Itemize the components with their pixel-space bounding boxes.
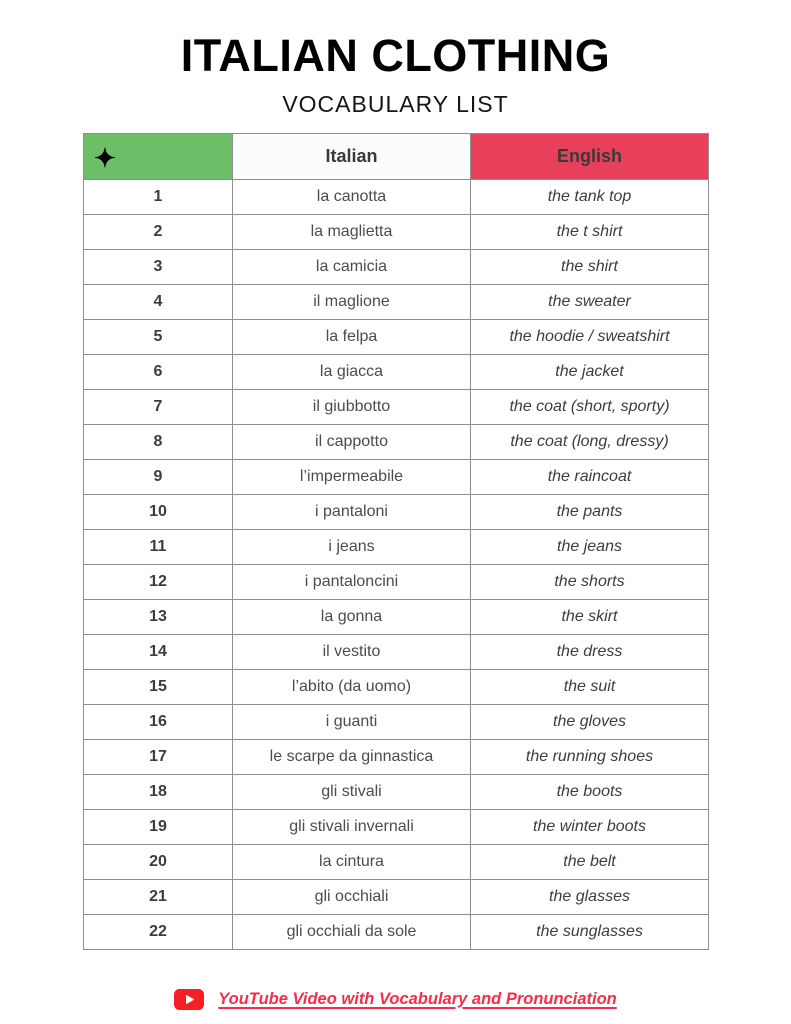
table-row (84, 810, 709, 845)
table-row (84, 565, 709, 600)
table-row (84, 670, 709, 705)
italian-term: i pantaloncini (233, 565, 471, 600)
row-number: 5 (84, 320, 233, 355)
row-number: 18 (84, 775, 233, 810)
table-row (84, 915, 709, 950)
table-row (84, 425, 709, 460)
row-number: 14 (84, 635, 233, 670)
table-header-row (84, 134, 709, 180)
row-number: 2 (84, 215, 233, 250)
table-row (84, 215, 709, 250)
footer (0, 984, 791, 1014)
row-number: 9 (84, 460, 233, 495)
english-term: the glasses (471, 880, 709, 915)
italian-term: i pantaloni (233, 495, 471, 530)
italian-term: la felpa (233, 320, 471, 355)
table-row (84, 635, 709, 670)
english-term: the suit (471, 670, 709, 705)
english-term: the raincoat (471, 460, 709, 495)
row-number: 17 (84, 740, 233, 775)
table-row (84, 495, 709, 530)
english-term: the jacket (471, 355, 709, 390)
row-number: 11 (84, 530, 233, 565)
header-cell-italian: Italian (233, 134, 471, 180)
row-number: 10 (84, 495, 233, 530)
italian-term: il vestito (233, 635, 471, 670)
header-cell-number (84, 134, 233, 180)
row-number: 19 (84, 810, 233, 845)
english-term: the skirt (471, 600, 709, 635)
italian-term: gli stivali (233, 775, 471, 810)
row-number: 12 (84, 565, 233, 600)
italian-term: la cintura (233, 845, 471, 880)
table-row (84, 705, 709, 740)
english-term: the belt (471, 845, 709, 880)
english-term: the hoodie / sweatshirt (471, 320, 709, 355)
table-row (84, 320, 709, 355)
english-term: the pants (471, 495, 709, 530)
english-term: the sunglasses (471, 915, 709, 950)
italian-term: il maglione (233, 285, 471, 320)
table-row (84, 600, 709, 635)
italian-term: il cappotto (233, 425, 471, 460)
english-term: the gloves (471, 705, 709, 740)
italian-term: gli occhiali (233, 880, 471, 915)
row-number: 8 (84, 425, 233, 460)
italian-term: l’impermeabile (233, 460, 471, 495)
page-title: ITALIAN CLOTHING (180, 30, 611, 81)
english-term: the t shirt (471, 215, 709, 250)
italian-term: gli occhiali da sole (233, 915, 471, 950)
youtube-link[interactable]: YouTube Video with Vocabulary and Pronunciation (218, 989, 617, 1008)
table-row (84, 180, 709, 215)
row-number: 13 (84, 600, 233, 635)
italian-term: le scarpe da ginnastica (233, 740, 471, 775)
italian-term: la gonna (233, 600, 471, 635)
italian-term: i guanti (233, 705, 471, 740)
english-term: the coat (long, dressy) (471, 425, 709, 460)
italian-term: l’abito (da uomo) (233, 670, 471, 705)
italian-term: la giacca (233, 355, 471, 390)
italian-term: gli stivali invernali (233, 810, 471, 845)
english-term: the running shoes (471, 740, 709, 775)
english-term: the jeans (471, 530, 709, 565)
italian-term: la camicia (233, 250, 471, 285)
row-number: 1 (84, 180, 233, 215)
row-number: 15 (84, 670, 233, 705)
row-number: 6 (84, 355, 233, 390)
table-row (84, 775, 709, 810)
english-term: the tank top (471, 180, 709, 215)
table-row (84, 460, 709, 495)
italian-term: la canotta (233, 180, 471, 215)
table-row (84, 845, 709, 880)
table-row (84, 355, 709, 390)
header-cell-english: English (471, 134, 709, 180)
table-row (84, 285, 709, 320)
page-subtitle: VOCABULARY LIST (282, 91, 509, 117)
italian-term: la maglietta (233, 215, 471, 250)
vocabulary-table (83, 133, 709, 950)
english-term: the boots (471, 775, 709, 810)
english-term: the sweater (471, 285, 709, 320)
english-term: the dress (471, 635, 709, 670)
english-term: the shirt (471, 250, 709, 285)
english-term: the coat (short, sporty) (471, 390, 709, 425)
table-row (84, 530, 709, 565)
youtube-icon[interactable] (174, 989, 204, 1010)
table-row (84, 250, 709, 285)
row-number: 16 (84, 705, 233, 740)
row-number: 20 (84, 845, 233, 880)
sparkle-star-icon: ✦ (94, 143, 116, 173)
english-term: the winter boots (471, 810, 709, 845)
row-number: 7 (84, 390, 233, 425)
table-row (84, 880, 709, 915)
row-number: 3 (84, 250, 233, 285)
row-number: 4 (84, 285, 233, 320)
italian-term: il giubbotto (233, 390, 471, 425)
row-number: 22 (84, 915, 233, 950)
table-row (84, 390, 709, 425)
row-number: 21 (84, 880, 233, 915)
table-row (84, 740, 709, 775)
english-term: the shorts (471, 565, 709, 600)
italian-term: i jeans (233, 530, 471, 565)
